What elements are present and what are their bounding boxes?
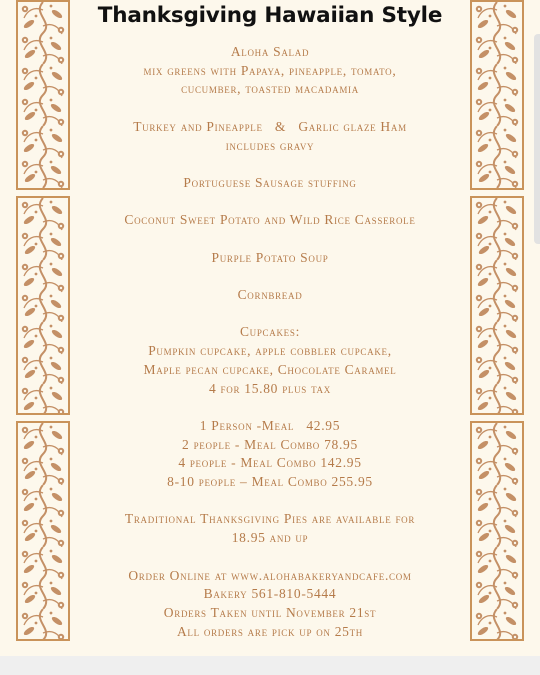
meal-price-2: 2 people - Meal Combo 78.95 [182,436,358,452]
floral-vine-border-icon [470,196,524,415]
entree-title: Turkey and Pineapple & Garlic glaze Ham [133,118,407,134]
floral-vine-border-icon [16,421,70,641]
pies-price: 18.95 and up [231,530,309,546]
cupcakes-description: Maple pecan cupcake, Chocolate Caramel [143,361,397,377]
cornbread-item: Cornbread [237,287,303,303]
cupcakes-price: 4 for 15.80 plus tax [209,380,331,396]
floral-vine-border-icon [470,421,524,641]
bakery-phone: Bakery 561-810-5444 [203,586,337,602]
salad-description: mix greens with Papaya, pineapple, tomato, [143,62,397,78]
order-online: Order Online at www.alohabakeryandcafe.com [128,567,412,583]
cupcakes-description: Pumpkin cupcake, apple cobbler cupcake, [148,343,392,359]
pies-note: Traditional Thanksgiving Pies are available for [124,511,416,527]
pickup-date: All orders are pick up on 25th [176,623,363,639]
entree-note: includes gravy [225,137,315,153]
menu-list [76,43,464,641]
bottom-bar [0,656,540,675]
salad-description: cucumber, toasted macadamia [181,81,359,97]
casserole-item: Coconut Sweet Potato and Wild Rice Casserole [124,212,416,228]
page-title: Thanksgiving Hawaiian Style [97,3,443,28]
salad-title: Aloha Salad [230,44,310,59]
floral-vine-border-icon [470,0,524,190]
order-deadline: Orders Taken until November 21st [163,604,377,620]
floral-vine-border-icon [16,0,70,190]
meal-price-8-10: 8-10 people – Meal Combo 255.95 [167,474,373,490]
soup-item: Purple Potato Soup [211,249,329,265]
cupcakes-title: Cupcakes: [239,324,301,340]
scrollbar[interactable] [534,34,540,244]
meal-price-4: 4 people - Meal Combo 142.95 [178,455,362,471]
meal-price-1: 1 Person -Meal 42.95 [199,417,341,433]
floral-vine-border-icon [16,196,70,415]
stuffing-item: Portuguese Sausage stuffing [183,174,357,190]
